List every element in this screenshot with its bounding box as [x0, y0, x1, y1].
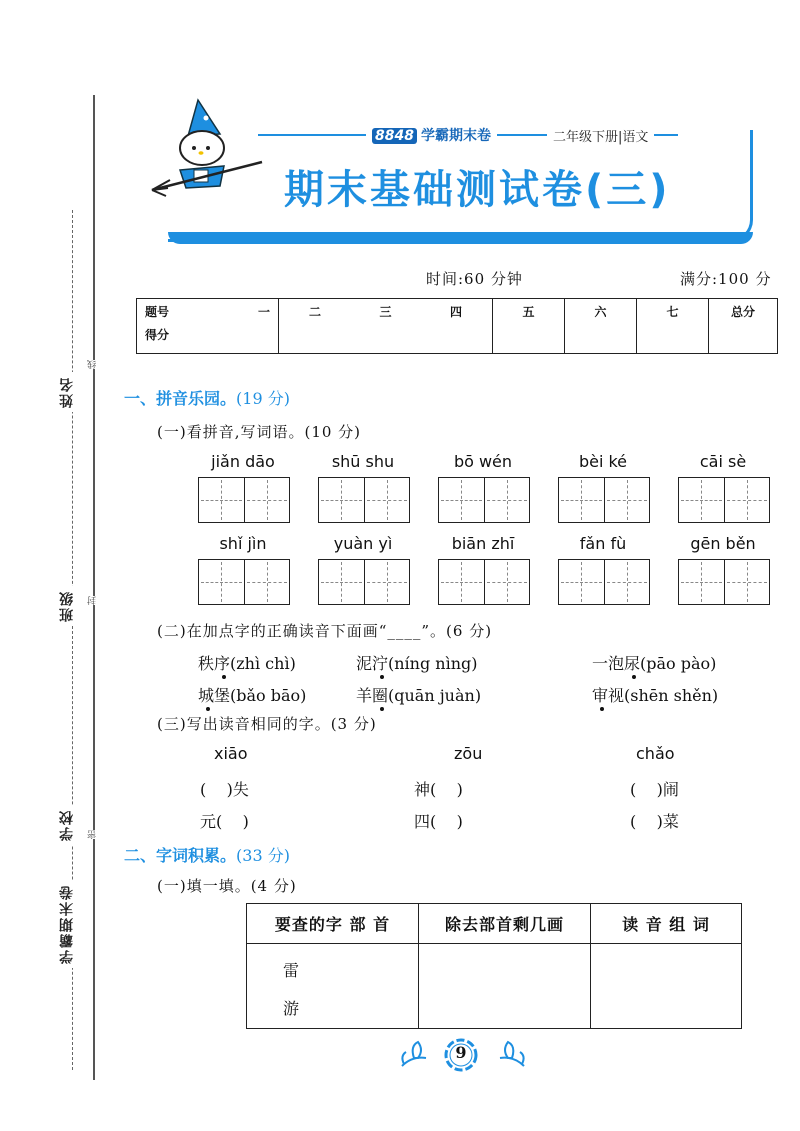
writing-box[interactable]	[678, 477, 770, 523]
reading-item-2[interactable]: 泥泞(níng nìng)	[356, 654, 478, 673]
score-table-first-cell	[137, 299, 279, 354]
col-4: 四	[449, 305, 462, 319]
reading-item-3[interactable]: 一泡尿(pāo pào)	[592, 654, 717, 673]
emphasis-dot	[380, 707, 384, 711]
writing-box[interactable]	[198, 559, 290, 605]
exam-time: 时间:60 分钟	[426, 270, 523, 288]
witch-cat-mascot-icon	[150, 92, 270, 202]
score-cell-5[interactable]	[493, 299, 565, 354]
writing-box[interactable]	[438, 559, 530, 605]
blank-2[interactable]: 神( )	[414, 780, 463, 799]
reading-item-5[interactable]: 羊圈(quān juàn)	[356, 686, 482, 705]
row-label-question: 题号	[145, 305, 170, 319]
exam-title: 期末基础测试卷(三)	[284, 167, 671, 213]
blank-3[interactable]: ( )闹	[630, 780, 679, 799]
binding-line	[93, 95, 95, 1080]
class-label: 班级	[57, 586, 77, 626]
pinyin-8: biān zhī	[451, 534, 515, 553]
col-total: 总分	[730, 305, 755, 319]
blank-6[interactable]: ( )菜	[630, 812, 679, 831]
pinyin-7: yuàn yì	[333, 534, 393, 553]
same-sound-pinyin-3: chǎo	[636, 744, 675, 763]
pinyin-6: shǐ jìn	[219, 534, 267, 553]
section-2-points: (33 分)	[236, 846, 290, 865]
writing-box[interactable]	[678, 559, 770, 605]
mark-feng: 封	[88, 596, 98, 605]
writing-box[interactable]	[438, 477, 530, 523]
score-cell-6[interactable]	[565, 299, 637, 354]
writing-box[interactable]	[318, 559, 410, 605]
pinyin-1: jiǎn dāo	[211, 452, 275, 471]
name-label: 姓名	[57, 372, 77, 412]
part-1-3-title: (三)写出读音相同的字。(3 分)	[157, 715, 377, 733]
full-score: 满分:100 分	[680, 270, 772, 288]
header-radical: 要查的字 部 首	[247, 904, 419, 944]
blank-1[interactable]: ( )失	[200, 780, 249, 799]
series-number: 8848	[372, 128, 417, 144]
score-cell-7[interactable]	[637, 299, 709, 354]
pinyin-4: bèi ké	[578, 452, 628, 471]
school-label: 学校	[57, 805, 77, 845]
part-1-2-title: (二)在加点字的正确读音下面画“____”。(6 分)	[157, 622, 493, 640]
pinyin-5: cāi sè	[699, 452, 747, 471]
series-name: 学霸期末卷	[420, 128, 491, 144]
col-1: 一	[257, 305, 270, 319]
col-6: 六	[594, 305, 607, 319]
score-table	[136, 298, 778, 354]
pinyin-9: fǎn fù	[579, 534, 627, 553]
brand-label: 学霸期末卷	[57, 880, 77, 968]
part-2-1-title: (一)填一填。(4 分)	[157, 877, 297, 895]
dictionary-lookup-table	[246, 903, 742, 1029]
section-1-title: 一、拼音乐园。(19 分)	[124, 389, 290, 408]
strokes-answer-cell[interactable]	[419, 944, 591, 1029]
section-1-points: (19 分)	[236, 389, 290, 408]
pinyin-3: bō wén	[453, 452, 513, 471]
col-3: 三	[379, 305, 392, 319]
pinyin-10: gēn běn	[690, 534, 756, 553]
header-words: 读 音 组 词	[591, 904, 742, 944]
emphasis-dot	[206, 707, 210, 711]
reading-item-1[interactable]: 秩序(zhì chì)	[198, 654, 296, 673]
blank-5[interactable]: 四( )	[414, 812, 463, 831]
section-2-title: 二、字词积累。(33 分)	[124, 846, 290, 865]
emphasis-dot	[600, 707, 604, 711]
score-cell-total[interactable]	[709, 299, 778, 354]
lookup-char-2: 游	[283, 999, 300, 1018]
series-label	[366, 125, 497, 145]
title-banner-base	[168, 232, 753, 244]
sprout-left-icon	[396, 1036, 436, 1070]
row-label-score: 得分	[145, 328, 170, 342]
mark-xian: 线	[88, 360, 98, 369]
lookup-chars-cell[interactable]	[247, 944, 419, 1029]
pinyin-2: shū shu	[331, 452, 395, 471]
reading-item-4[interactable]: 城堡(bǎo bāo)	[198, 686, 307, 705]
lookup-char-1: 雷	[283, 961, 300, 980]
emphasis-dot	[380, 675, 384, 679]
header-strokes: 除去部首剩几画	[419, 904, 591, 944]
same-sound-pinyin-1: xiāo	[214, 744, 248, 763]
reading-item-6[interactable]: 审视(shēn shěn)	[592, 686, 719, 705]
words-answer-cell[interactable]	[591, 944, 742, 1029]
score-cell-2-3-4[interactable]	[279, 299, 493, 354]
emphasis-dot	[222, 675, 226, 679]
writing-box[interactable]	[558, 477, 650, 523]
blank-4[interactable]: 元( )	[200, 812, 249, 831]
emphasis-dot	[632, 675, 636, 679]
col-5: 五	[522, 305, 535, 319]
part-1-1-title: (一)看拼音,写词语。(10 分)	[157, 423, 362, 441]
mark-mi: 密	[88, 830, 98, 839]
page-number: 9	[455, 1043, 467, 1062]
writing-box[interactable]	[558, 559, 650, 605]
writing-box[interactable]	[318, 477, 410, 523]
writing-box[interactable]	[198, 477, 290, 523]
col-7: 七	[666, 305, 679, 319]
sprout-right-icon	[490, 1036, 530, 1070]
same-sound-pinyin-2: zōu	[454, 744, 483, 763]
grade-subject: 二年级下册|语文	[547, 126, 654, 145]
col-2: 二	[309, 305, 322, 319]
